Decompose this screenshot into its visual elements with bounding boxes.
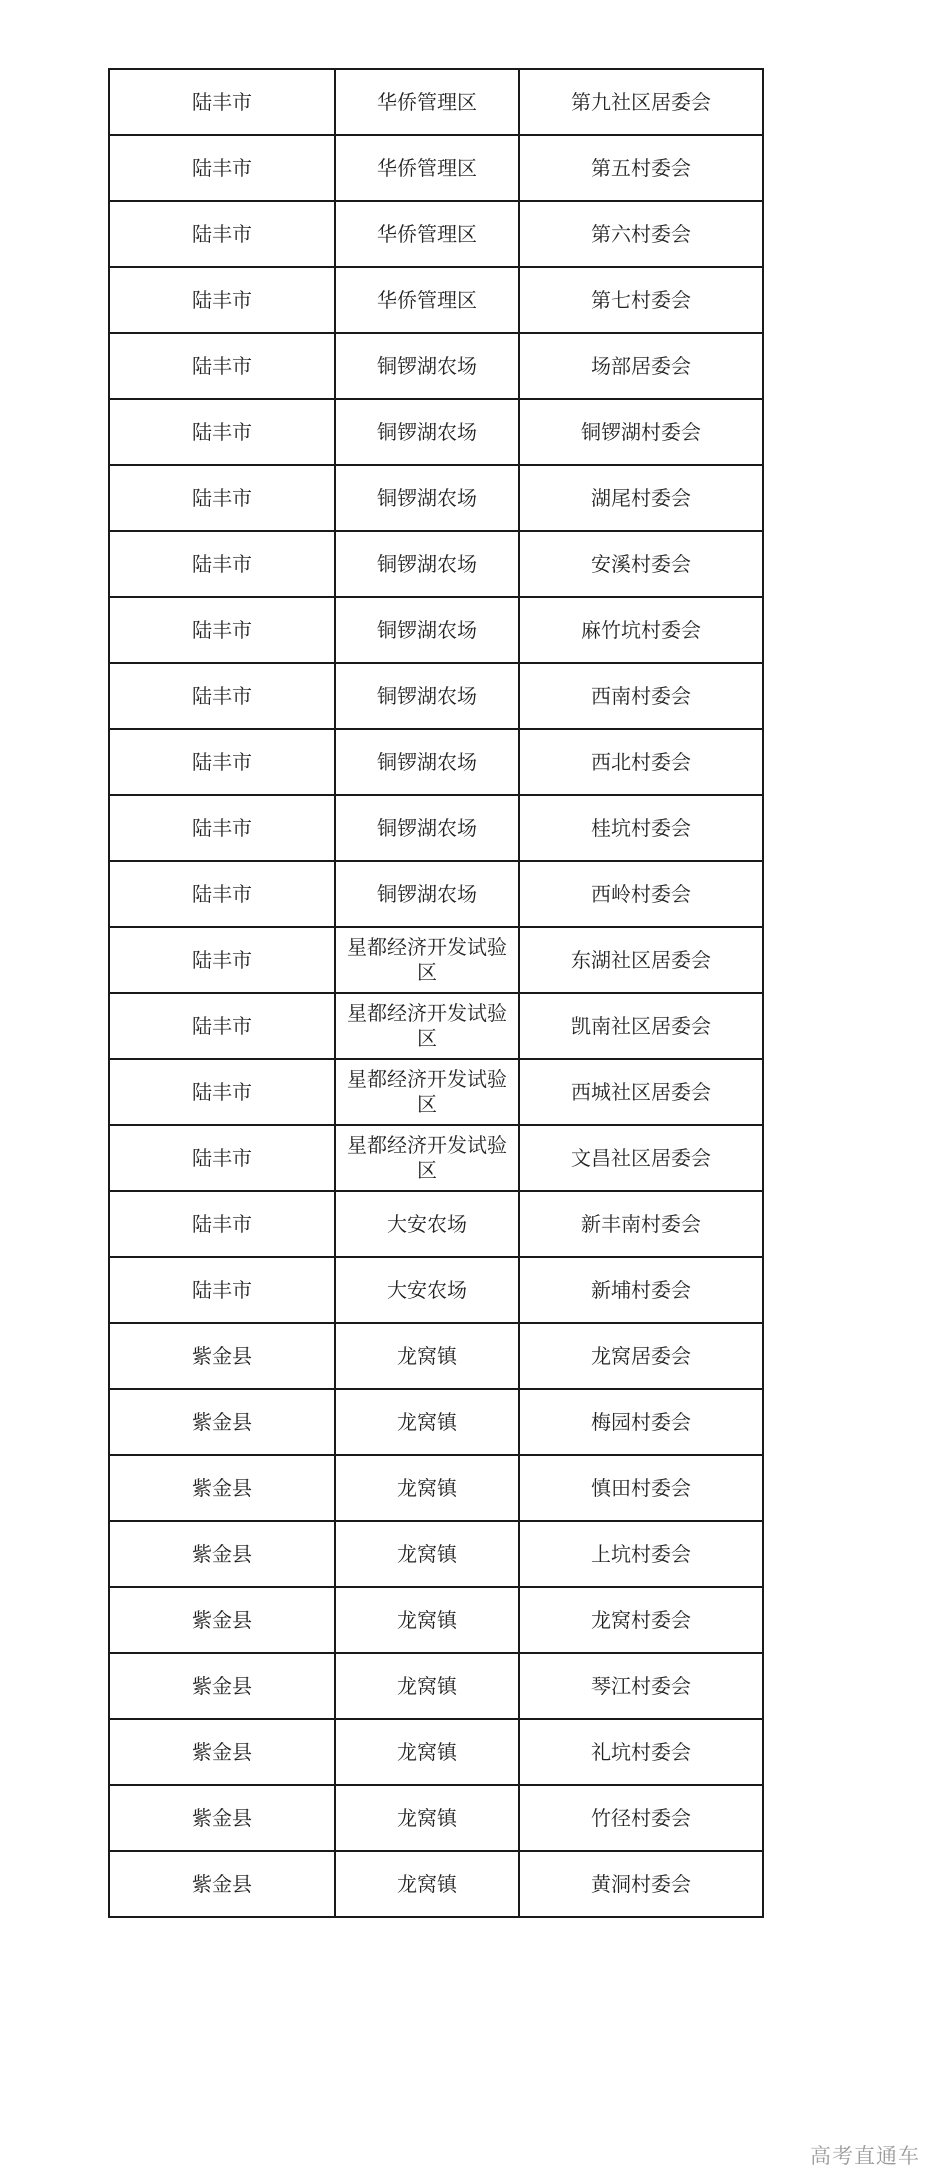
table-row [109, 333, 763, 399]
village-table [108, 68, 764, 1918]
watermark-text: 高考直通车 [810, 2144, 920, 2168]
district-cell: 龙窝镇 [335, 1785, 519, 1851]
county-cell: 陆丰市 [109, 465, 335, 531]
committee-cell: 桂坑村委会 [519, 795, 763, 861]
table-row [109, 1785, 763, 1851]
district-cell: 铜锣湖农场 [335, 399, 519, 465]
district-cell: 龙窝镇 [335, 1455, 519, 1521]
county-cell: 紫金县 [109, 1653, 335, 1719]
county-cell: 紫金县 [109, 1587, 335, 1653]
committee-cell: 场部居委会 [519, 333, 763, 399]
table-row [109, 267, 763, 333]
table-row [109, 1851, 763, 1917]
table-row [109, 201, 763, 267]
county-cell: 陆丰市 [109, 597, 335, 663]
committee-cell: 龙窝村委会 [519, 1587, 763, 1653]
table-row [109, 1059, 763, 1125]
table-row [109, 663, 763, 729]
county-cell: 陆丰市 [109, 399, 335, 465]
county-cell: 陆丰市 [109, 135, 335, 201]
table-row [109, 993, 763, 1059]
county-cell: 陆丰市 [109, 993, 335, 1059]
county-cell: 陆丰市 [109, 333, 335, 399]
county-cell: 陆丰市 [109, 861, 335, 927]
table-row [109, 597, 763, 663]
county-cell: 紫金县 [109, 1719, 335, 1785]
county-cell: 陆丰市 [109, 267, 335, 333]
district-cell: 铜锣湖农场 [335, 531, 519, 597]
district-cell: 龙窝镇 [335, 1653, 519, 1719]
table-row [109, 531, 763, 597]
table-row [109, 1257, 763, 1323]
table-row [109, 1191, 763, 1257]
committee-cell: 西城社区居委会 [519, 1059, 763, 1125]
table-row [109, 1653, 763, 1719]
committee-cell: 麻竹坑村委会 [519, 597, 763, 663]
committee-cell: 第七村委会 [519, 267, 763, 333]
committee-cell: 黄洞村委会 [519, 1851, 763, 1917]
district-cell: 铜锣湖农场 [335, 597, 519, 663]
committee-cell: 新埔村委会 [519, 1257, 763, 1323]
table-row [109, 69, 763, 135]
district-cell: 龙窝镇 [335, 1587, 519, 1653]
district-cell: 华侨管理区 [335, 267, 519, 333]
table-body [109, 69, 763, 1917]
table-row [109, 795, 763, 861]
committee-cell: 慎田村委会 [519, 1455, 763, 1521]
table-row [109, 729, 763, 795]
table-row [109, 399, 763, 465]
table-row [109, 1389, 763, 1455]
district-cell: 大安农场 [335, 1191, 519, 1257]
district-cell: 铜锣湖农场 [335, 333, 519, 399]
committee-cell: 梅园村委会 [519, 1389, 763, 1455]
district-cell: 星都经济开发试验区 [335, 1059, 519, 1125]
district-cell: 星都经济开发试验区 [335, 927, 519, 993]
committee-cell: 第六村委会 [519, 201, 763, 267]
committee-cell: 文昌社区居委会 [519, 1125, 763, 1191]
committee-cell: 西北村委会 [519, 729, 763, 795]
table-row [109, 465, 763, 531]
committee-cell: 上坑村委会 [519, 1521, 763, 1587]
district-cell: 华侨管理区 [335, 69, 519, 135]
county-cell: 紫金县 [109, 1389, 335, 1455]
committee-cell: 安溪村委会 [519, 531, 763, 597]
county-cell: 陆丰市 [109, 927, 335, 993]
district-cell: 铜锣湖农场 [335, 795, 519, 861]
district-cell: 铜锣湖农场 [335, 729, 519, 795]
committee-cell: 琴江村委会 [519, 1653, 763, 1719]
district-cell: 华侨管理区 [335, 201, 519, 267]
county-cell: 陆丰市 [109, 69, 335, 135]
district-cell: 大安农场 [335, 1257, 519, 1323]
district-cell: 龙窝镇 [335, 1323, 519, 1389]
district-cell: 华侨管理区 [335, 135, 519, 201]
district-cell: 铜锣湖农场 [335, 663, 519, 729]
county-cell: 紫金县 [109, 1323, 335, 1389]
table-row [109, 1587, 763, 1653]
table-row [109, 1521, 763, 1587]
committee-cell: 西岭村委会 [519, 861, 763, 927]
county-cell: 陆丰市 [109, 1191, 335, 1257]
table-row [109, 1323, 763, 1389]
district-cell: 星都经济开发试验区 [335, 993, 519, 1059]
committee-cell: 西南村委会 [519, 663, 763, 729]
table-row [109, 861, 763, 927]
county-cell: 陆丰市 [109, 729, 335, 795]
table-row [109, 1455, 763, 1521]
table-row [109, 927, 763, 993]
committee-cell: 竹径村委会 [519, 1785, 763, 1851]
district-cell: 龙窝镇 [335, 1389, 519, 1455]
village-table-container [108, 68, 764, 1918]
county-cell: 紫金县 [109, 1851, 335, 1917]
county-cell: 陆丰市 [109, 201, 335, 267]
committee-cell: 第九社区居委会 [519, 69, 763, 135]
county-cell: 陆丰市 [109, 531, 335, 597]
table-row [109, 135, 763, 201]
committee-cell: 湖尾村委会 [519, 465, 763, 531]
district-cell: 铜锣湖农场 [335, 465, 519, 531]
committee-cell: 龙窝居委会 [519, 1323, 763, 1389]
district-cell: 铜锣湖农场 [335, 861, 519, 927]
district-cell: 星都经济开发试验区 [335, 1125, 519, 1191]
committee-cell: 新丰南村委会 [519, 1191, 763, 1257]
county-cell: 陆丰市 [109, 663, 335, 729]
committee-cell: 凯南社区居委会 [519, 993, 763, 1059]
county-cell: 陆丰市 [109, 795, 335, 861]
table-row [109, 1719, 763, 1785]
committee-cell: 东湖社区居委会 [519, 927, 763, 993]
county-cell: 紫金县 [109, 1785, 335, 1851]
county-cell: 陆丰市 [109, 1059, 335, 1125]
committee-cell: 第五村委会 [519, 135, 763, 201]
county-cell: 陆丰市 [109, 1257, 335, 1323]
table-row [109, 1125, 763, 1191]
county-cell: 紫金县 [109, 1521, 335, 1587]
district-cell: 龙窝镇 [335, 1719, 519, 1785]
district-cell: 龙窝镇 [335, 1521, 519, 1587]
county-cell: 紫金县 [109, 1455, 335, 1521]
committee-cell: 铜锣湖村委会 [519, 399, 763, 465]
committee-cell: 礼坑村委会 [519, 1719, 763, 1785]
county-cell: 陆丰市 [109, 1125, 335, 1191]
district-cell: 龙窝镇 [335, 1851, 519, 1917]
